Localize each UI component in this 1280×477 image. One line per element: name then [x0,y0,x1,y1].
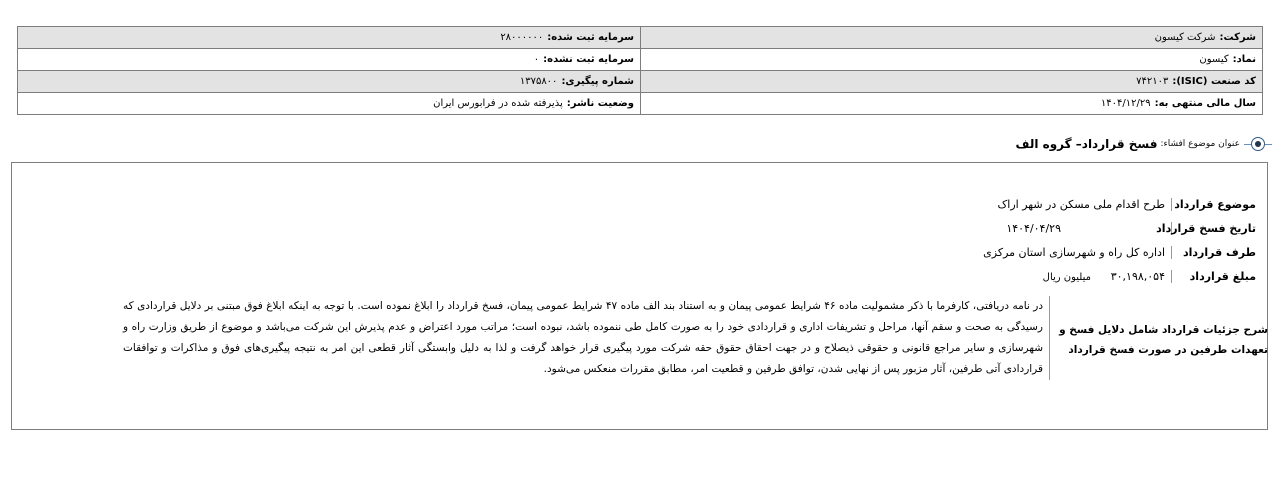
subject-line [1265,144,1272,145]
detail-row-party [983,246,1256,259]
detail-row-explanation [123,296,1268,380]
symbol-value: کیسون [1199,54,1229,65]
subject-title: فسخ قرارداد– گروه الف [1015,137,1158,151]
symbol-label: نماد: [1232,54,1256,65]
info-row [18,71,1263,93]
detail-row-subject [997,198,1256,211]
info-cell-isic [641,71,1263,93]
info-row [18,27,1263,49]
detail-row-date [1006,222,1256,235]
contract-amount-label: مبلغ قرارداد [1171,270,1256,283]
publisher-status-value: پذیرفته شده در فرابورس ایران [433,98,563,109]
contract-amount-unit: میلیون ریال [1042,272,1091,283]
tracking-number-label: شماره پیگیری: [561,76,634,87]
company-label: شرکت: [1219,32,1256,43]
unregistered-capital-value: ۰ [533,54,540,65]
registered-capital-label: سرمایه ثبت شده: [547,32,634,43]
contract-amount-value: ۳۰,۱۹۸,۰۵۴ [1110,270,1165,283]
fiscal-year-label: سال مالی منتهی به: [1154,98,1256,109]
company-value: شرکت کیسون [1154,32,1216,43]
info-cell-publisher-status [18,93,641,115]
subject-prefix: عنوان موضوع افشاء: [1160,139,1240,149]
contract-subject-value: طرح اقدام ملی مسکن در شهر اراک [997,198,1165,211]
info-row [18,49,1263,71]
info-cell-registered-capital [18,27,641,49]
termination-date-label: تاریخ فسخ قرارداد [1156,222,1256,235]
termination-date-value: ۱۴۰۴/۰۴/۲۹ [1006,222,1061,235]
radio-bullet-icon [1251,137,1265,151]
info-cell-tracking-number [18,71,641,93]
info-cell-fiscal-year [641,93,1263,115]
info-cell-unregistered-capital [18,49,641,71]
info-cell-symbol [641,49,1263,71]
contract-party-value: اداره کل راه و شهرسازی استان مرکزی [983,246,1165,259]
info-row [18,93,1263,115]
disclosure-subject [1016,133,1272,155]
registered-capital-value: ۲۸۰۰۰۰۰۰ [500,32,544,43]
isic-value: ۷۴۲۱۰۳ [1136,76,1169,87]
publisher-status-label: وضعیت ناشر: [566,98,634,109]
contract-subject-label: موضوع قرارداد [1171,198,1256,211]
explanation-label: شرح جزئیات قرارداد شامل دلایل فسخ و تعهدات طرفین در صورت فسخ قرارداد [1049,296,1268,380]
isic-label: کد صنعت (ISIC): [1172,76,1256,87]
tracking-number-value: ۱۳۷۵۸۰۰ [519,76,558,87]
unregistered-capital-label: سرمایه ثبت نشده: [543,54,634,65]
detail-row-amount [1043,270,1256,283]
explanation-value: در نامه دریافتی، کارفرما با ذکر مشمولیت ماده ۴۶ شرایط عمومی پیمان و به استناد بند الف ماده ۴۷ شرایط عمومی پیمان، فسخ قرارداد را ابلاغ نموده است. با توجه به اینکه ابلاغ فوق مبتنی بر دلایل قراردادی که رسیدگی به صحت و سقم آنها، مراحل و تشریفات اداری و قراردادی خود را به صورت کامل طی ننموده باشد، نبوده است؛ مراتب مورد اعتراض و عدم پذیرش این شرکت می‌باشد و موضوع از طریق وزارت راه و شهرسازی و سایر مراجع قانونی و حقوقی ذیصلاح و در جهت احقاق حقوق حقه شرکت مورد پیگیری قرار خواهد گرفت و لذا به دلیل وابستگی آثار قطعی این امر به نتیجه پیگیری‌های فوق و مذاکرات و توافقات قراردادی آتی طرفین، آثار مزبور پس از نهایی شدن، توافق طرفین و قطعیت امر، مطابق مقررات منعکس می‌شود. [123,300,1043,375]
fiscal-year-value: ۱۴۰۴/۱۲/۲۹ [1100,98,1151,109]
subject-line [1244,144,1251,145]
info-cell-company [641,27,1263,49]
contract-party-label: طرف قرارداد [1171,246,1256,259]
contract-amount-cell [1043,270,1171,283]
company-info-table [17,26,1263,115]
